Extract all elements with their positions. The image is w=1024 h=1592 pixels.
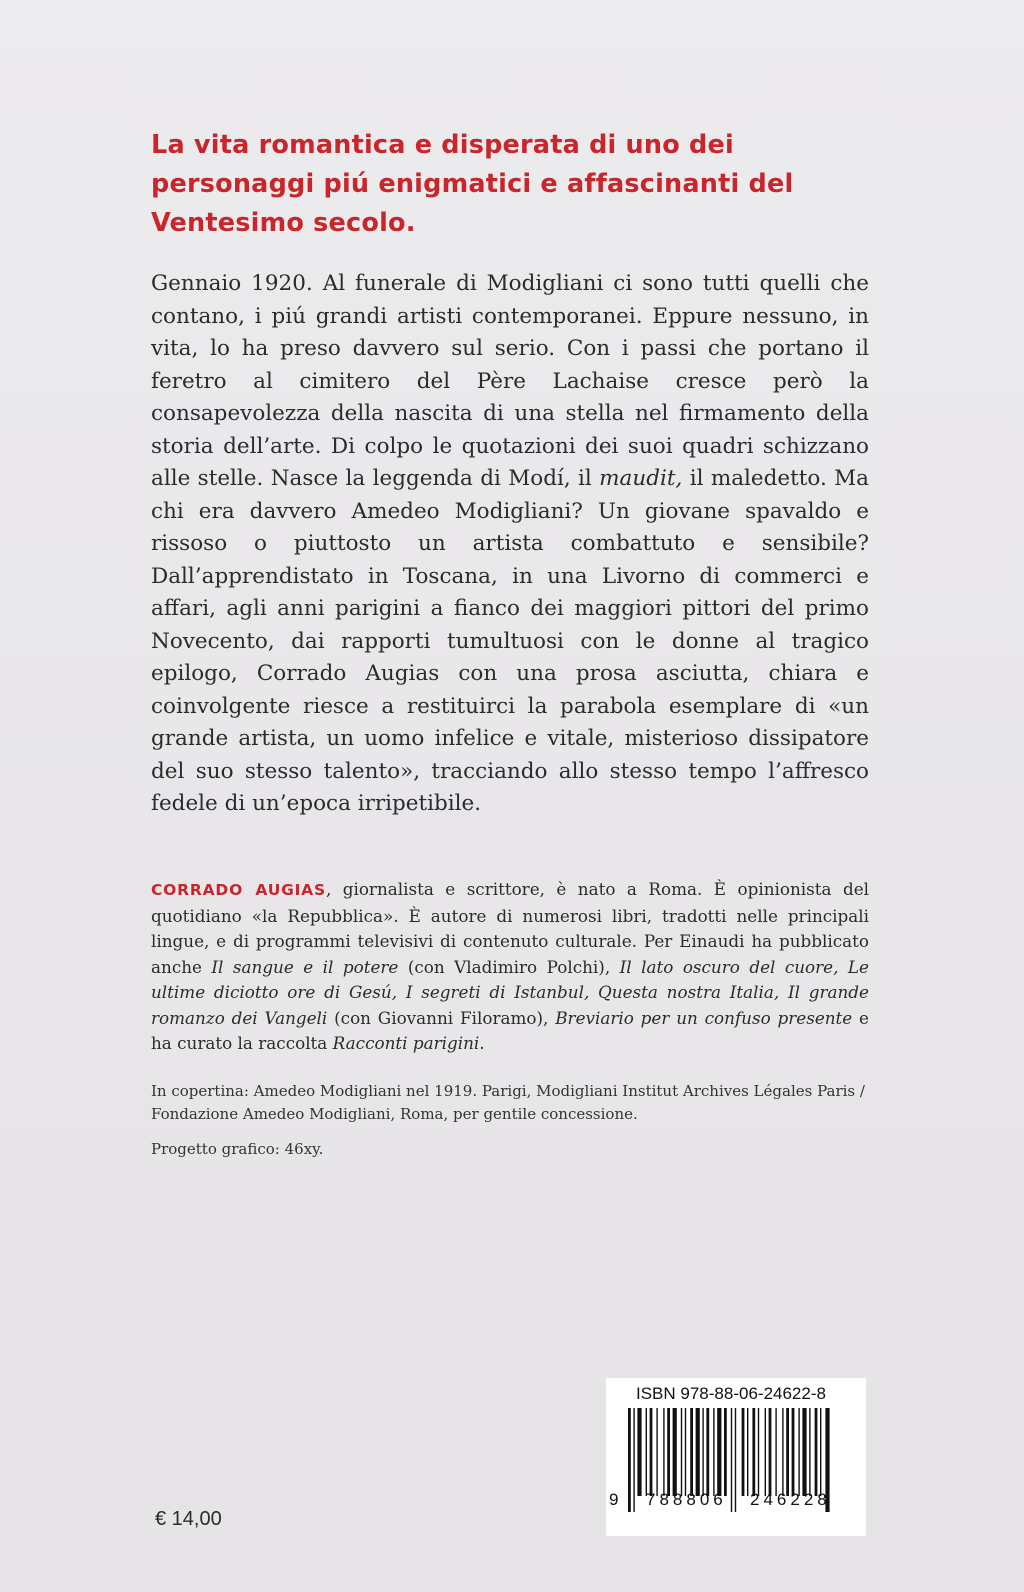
barcode-bar: [747, 1408, 748, 1496]
barcode-bar: [681, 1408, 682, 1496]
book-title-1: Il sangue e il potere: [211, 956, 399, 977]
barcode-bar: [786, 1408, 789, 1496]
barcode-bar: [820, 1408, 821, 1496]
barcode-bar: [690, 1408, 693, 1496]
barcode-bar: [637, 1408, 641, 1496]
barcode-bar: [731, 1408, 732, 1512]
barcode-bar: [769, 1408, 772, 1496]
blurb-text-1: Gennaio 1920. Al funerale di Modigliani ci sono tutti quelli che contano, i piú grandi artisti contemporanei. Eppure nessuno, in vita, lo ha preso davvero sul serio. Con i passi che portano il feretro al cimitero del Père Lachaise cresce però la consapevolezza della nascita di una stella nel firmamento della storia dell’arte. Di colpo le quotazioni dei suoi quadri schizzano alle stelle. Nasce la leggenda di Modí, il: [151, 271, 869, 491]
barcode-bar: [765, 1408, 766, 1496]
design-credit: Progetto grafico: 46xy.: [151, 1140, 324, 1158]
barcode-bar: [628, 1408, 631, 1512]
barcode-bar: [663, 1408, 664, 1496]
barcode-bar: [696, 1408, 700, 1496]
author-bio-text-1: , giornalista e scrittore, è nato a Roma. È opinionista del quotidiano «la Repubblica». È autore di numerosi libri, tradotti nelle principali lingue, e di programmi televisivi di contenuto culturale. Per Einaudi ha pubblicato anche: [151, 879, 870, 977]
barcode-bar: [717, 1408, 721, 1496]
cover-credit: In copertina: Amedeo Modigliani nel 1919. Parigi, Modigliani Institut Archives Légales Paris / Fondazione Amedeo Modigliani, Roma, per gentile concessione.: [151, 1082, 865, 1123]
barcode-bar: [798, 1408, 799, 1496]
barcode-bar: [809, 1408, 810, 1496]
book-title-4: Racconti parigini: [332, 1033, 480, 1053]
barcode-bar: [706, 1408, 709, 1496]
barcode-bar: [724, 1408, 727, 1496]
barcode-bar: [646, 1408, 647, 1496]
barcode-bar: [775, 1408, 776, 1496]
author-bio: [151, 877, 869, 1057]
barcode-bar: [802, 1408, 806, 1496]
author-bio-text-3: (con Giovanni Filoramo),: [327, 1007, 556, 1028]
author-bio-text-4: e ha curato la raccolta: [151, 1007, 869, 1053]
barcode: [606, 1378, 866, 1536]
blurb-text-2: il maledetto. Ma chi era davvero Amedeo Modigliani? Un giovane spavaldo e rissoso o piuttosto un artista combattuto e sensibile? Dall’apprendistato in Toscana, in una Livorno di commerci e affari, agli anni parigini a fianco dei maggiori pittori del primo Novecento, dai rapporti tumultuosi con le donne al tragico epilogo, Corrado Augias con una prosa asciutta, chiara e coinvolgente riesce a restituirci la parabola esemplare di «un grande artista, un uomo infelice e vitale, misterioso dissipatore del suo stesso talento», tracciando allo stesso tempo l’affresco fedele di un’epoca irripetibile.: [151, 466, 870, 816]
barcode-bar: [685, 1408, 686, 1496]
barcode-digits-left: 788806: [646, 1490, 727, 1509]
book-title-3: Breviario per un confuso presente: [555, 1007, 853, 1028]
isbn-label: ISBN 978-88-06-24622-8: [636, 1384, 826, 1403]
blurb-maudit: maudit,: [599, 466, 683, 491]
barcode-bar: [633, 1408, 634, 1512]
barcode-bar: [667, 1408, 670, 1496]
price: € 14,00: [155, 1508, 222, 1530]
barcode-bar: [735, 1408, 736, 1512]
barcode-bar: [742, 1408, 745, 1496]
author-bio-text-2: (con Vladimiro Polchi),: [398, 956, 620, 977]
blurb: [151, 268, 869, 821]
barcode-bar: [656, 1408, 657, 1496]
barcode-lead-digit: 9: [609, 1490, 619, 1509]
barcode-bar: [758, 1408, 759, 1496]
barcode-bar: [650, 1408, 653, 1496]
barcode-bar: [752, 1408, 755, 1496]
author-name: CORRADO AUGIAS: [151, 881, 326, 899]
barcode-graphic: [606, 1378, 866, 1536]
barcode-bar: [673, 1408, 677, 1496]
barcode-bar: [702, 1408, 703, 1496]
tagline: La vita romantica e disperata di uno dei personaggi piú enigmatici e affascinanti del Ventesimo secolo.: [151, 130, 794, 238]
book-title-2: Il lato oscuro del cuore, Le ultime diciotto ore di Gesú, I segreti di Istanbul, Questa nostra Italia, Il grande romanzo dei Vangeli: [151, 956, 869, 1028]
author-bio-text-5: .: [479, 1033, 485, 1053]
barcode-bar: [792, 1408, 795, 1496]
barcode-bar: [782, 1408, 783, 1496]
barcode-digits-right: 246228: [750, 1490, 831, 1509]
barcode-bar: [713, 1408, 714, 1496]
barcode-bar: [815, 1408, 818, 1496]
